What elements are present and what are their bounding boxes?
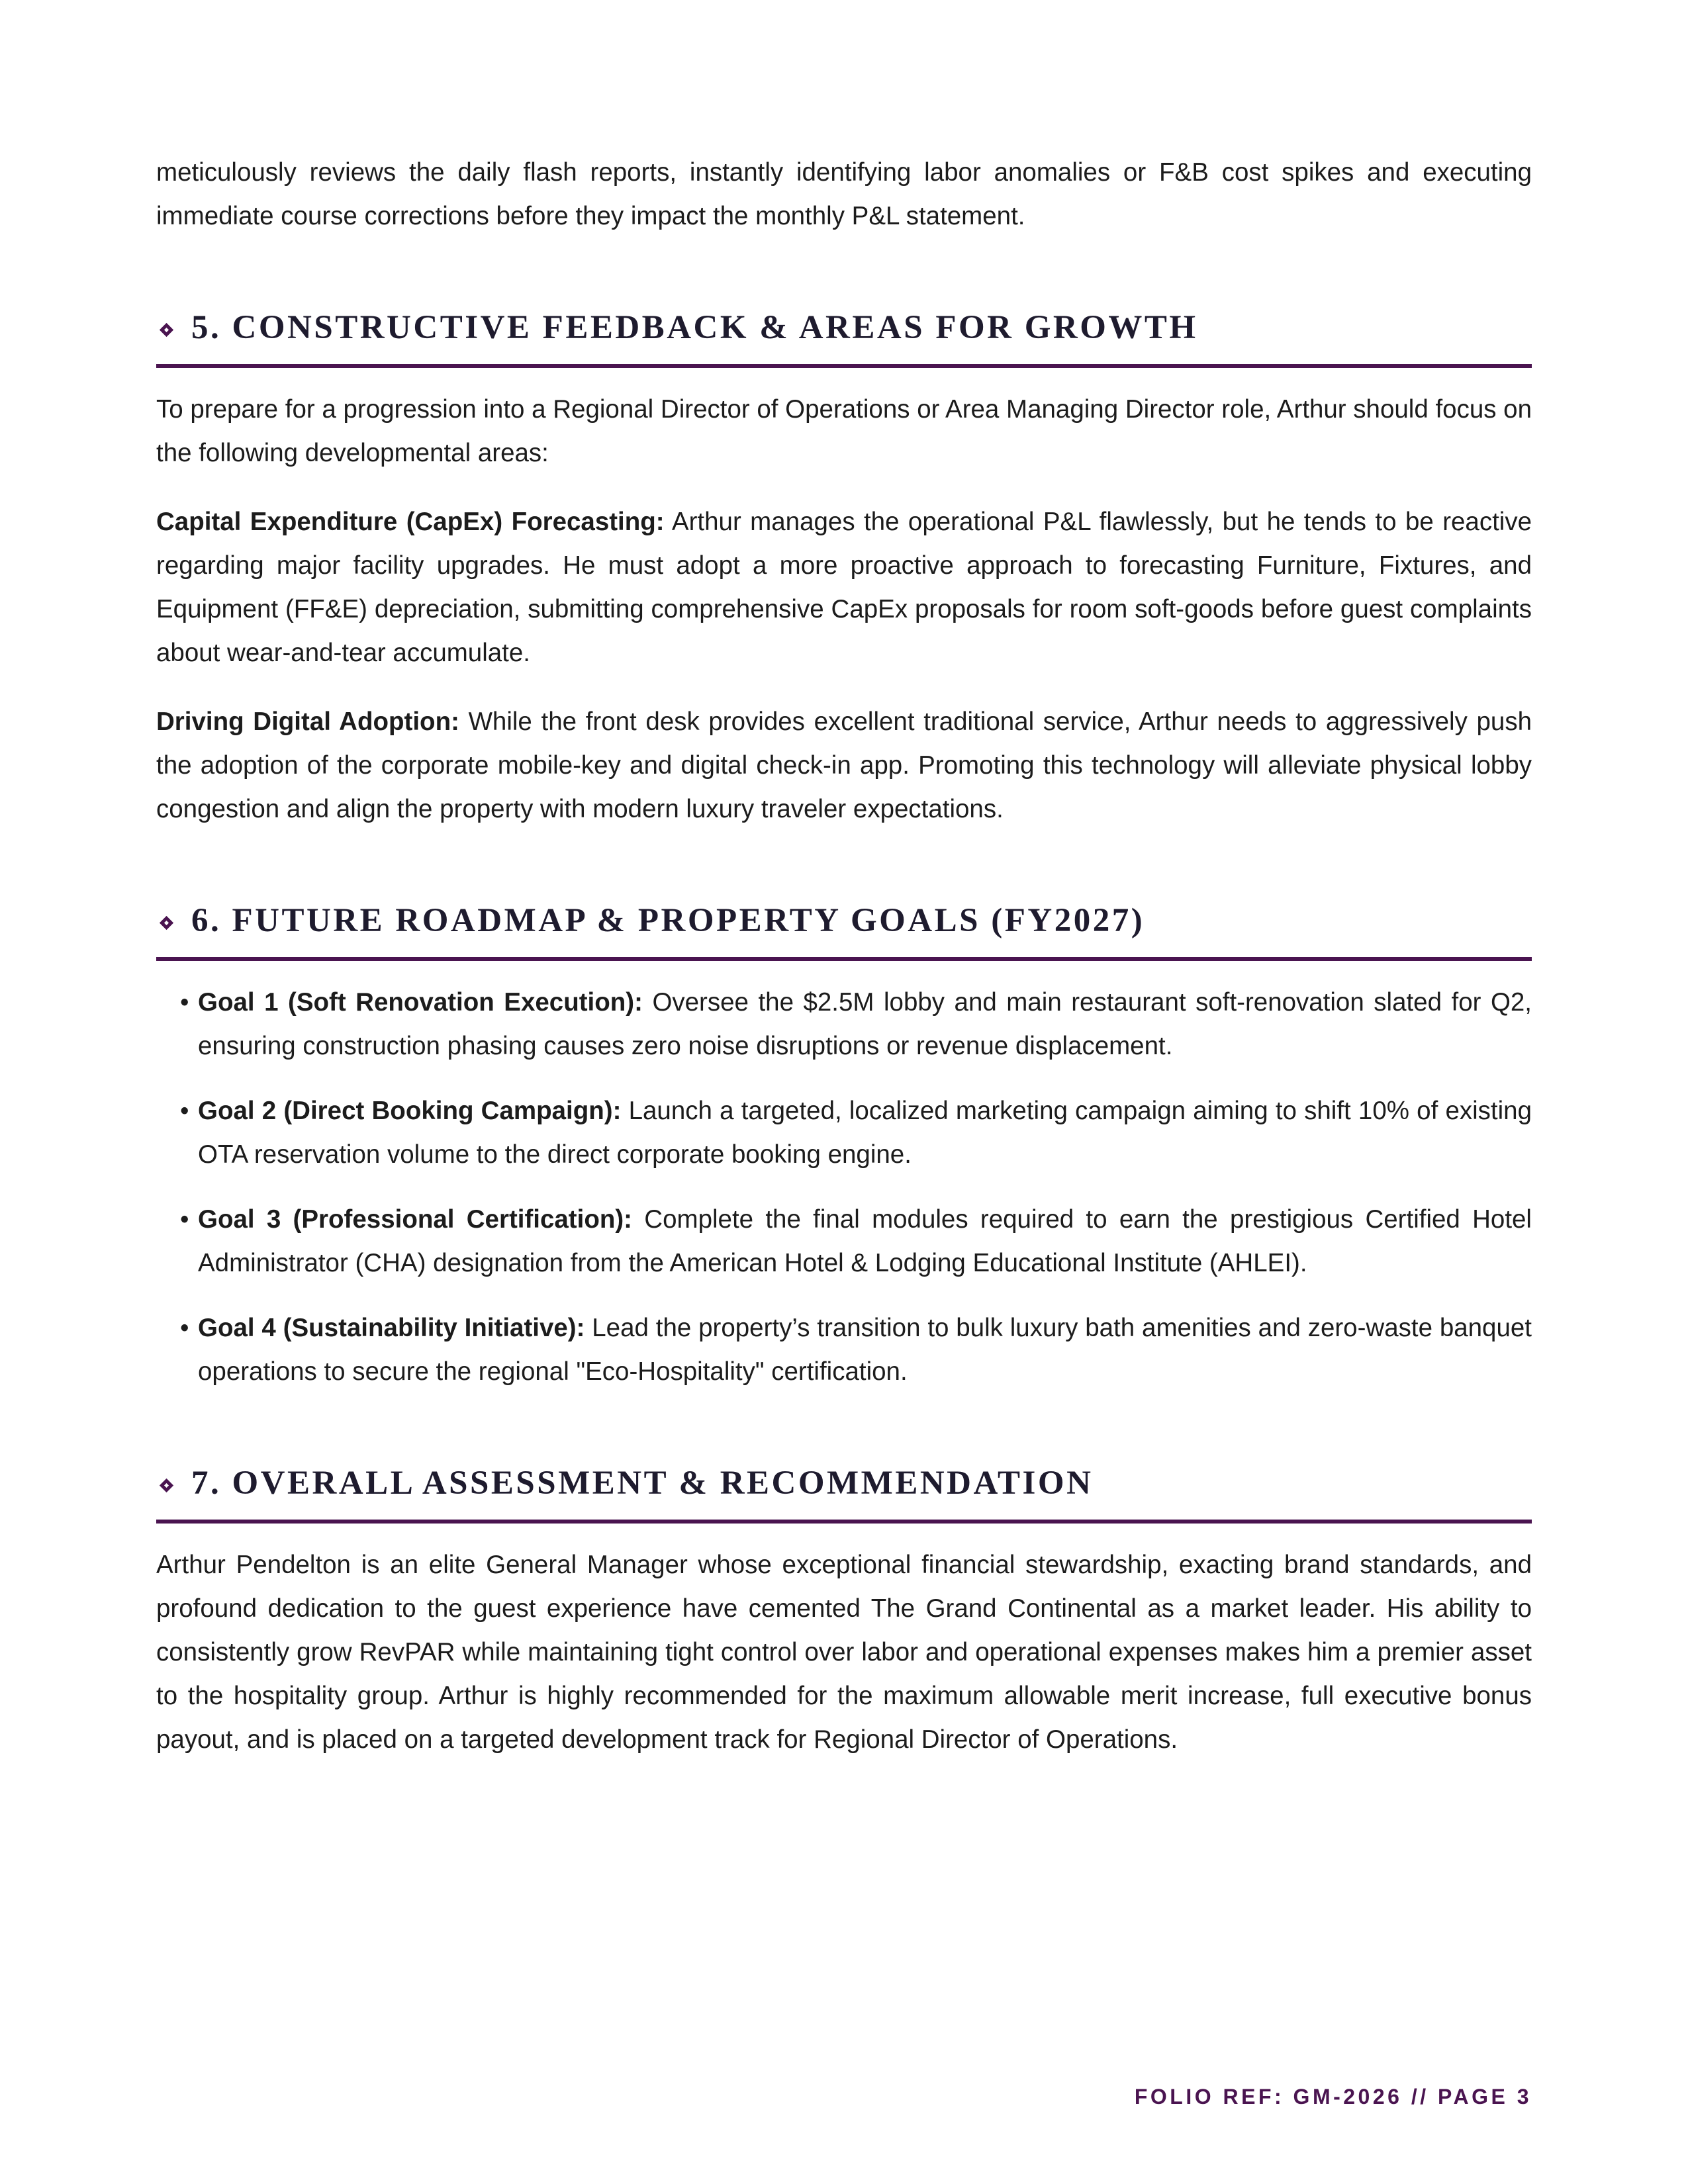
goal-label: Goal 4 (Sustainability Initiative): bbox=[198, 1314, 585, 1342]
bullet: • bbox=[180, 1097, 189, 1125]
section-6-heading bbox=[156, 899, 1532, 961]
section-5-body bbox=[156, 388, 1532, 831]
goal-text: Launch a targeted, localized marketing campaign aiming to shift 10% of existing OTA reservation volume to the direct corporate booking engine. bbox=[198, 1097, 1532, 1169]
goal-label: Goal 3 (Professional Certification): bbox=[198, 1205, 632, 1234]
section-7-heading bbox=[156, 1461, 1532, 1524]
growth-item-label: Driving Digital Adoption: bbox=[156, 707, 459, 736]
goal-text: Complete the final modules required to earn the prestigious Certified Hotel Administrator (CHA) designation from the American Hotel & Lodging Educational Institute (AHLEI). bbox=[198, 1205, 1532, 1277]
growth-item-digital bbox=[156, 700, 1532, 831]
bullet: • bbox=[180, 988, 189, 1017]
section-5-title: 5. CONSTRUCTIVE FEEDBACK & AREAS FOR GROWTH bbox=[191, 309, 1198, 346]
goal-item bbox=[156, 1089, 1532, 1177]
diamond-icon bbox=[160, 322, 173, 336]
goal-item bbox=[156, 1306, 1532, 1394]
goal-label: Goal 2 (Direct Booking Campaign): bbox=[198, 1097, 622, 1125]
intro-paragraph: meticulously reviews the daily flash reports, instantly identifying labor anomalies or F&B cost spikes and executing immediate course corrections before they impact the monthly P&L statement. bbox=[156, 158, 1532, 230]
growth-item-capex bbox=[156, 500, 1532, 675]
bullet: • bbox=[180, 1314, 189, 1342]
goal-item bbox=[156, 981, 1532, 1068]
section-6-title: 6. FUTURE ROADMAP & PROPERTY GOALS (FY2027) bbox=[191, 902, 1145, 939]
growth-item-label: Capital Expenditure (CapEx) Forecasting: bbox=[156, 508, 665, 536]
document-page bbox=[156, 151, 1532, 1762]
growth-item-text: Arthur manages the operational P&L flawlessly, but he tends to be reactive regarding major facility upgrades. He must adopt a more proactive approach to forecasting Furniture, Fixtures, and Equipment (FF&E) depreciation, submitting comprehensive CapEx proposals for room soft-goods before guest complaints about wear-and-tear accumulate. bbox=[156, 508, 1532, 667]
growth-item-text: While the front desk provides excellent traditional service, Arthur needs to aggressively push the adoption of the corporate mobile-key and digital check-in app. Promoting this technology will alleviate physical lobby congestion and align the property with modern luxury traveler expectations. bbox=[156, 707, 1532, 823]
diamond-icon bbox=[160, 915, 173, 929]
goal-text: Oversee the $2.5M lobby and main restaurant soft-renovation slated for Q2, ensuring construction phasing causes zero noise disruptions or revenue displacement. bbox=[198, 988, 1532, 1060]
goal-item bbox=[156, 1198, 1532, 1285]
diamond-icon bbox=[160, 1478, 173, 1492]
bullet: • bbox=[180, 1205, 189, 1234]
section-5-heading bbox=[156, 306, 1532, 368]
page-footer: FOLIO REF: GM-2026 // PAGE 3 bbox=[1134, 2085, 1532, 2109]
section-7-paragraph: Arthur Pendelton is an elite General Manager whose exceptional financial stewardship, exacting brand standards, and profound dedication to the guest experience have cemented The Grand Continental as a market leader. His ability to consistently grow RevPAR while maintaining tight control over labor and operational expenses makes him a premier asset to the hospitality group. Arthur is highly recommended for the maximum allowable merit increase, full executive bonus payout, and is placed on a targeted development track for Regional Director of Operations. bbox=[156, 1551, 1532, 1754]
section-5-intro: To prepare for a progression into a Regional Director of Operations or Area Managing Director role, Arthur should focus on the following developmental areas: bbox=[156, 395, 1532, 467]
section-7-title: 7. OVERALL ASSESSMENT & RECOMMENDATION bbox=[191, 1465, 1094, 1502]
goals-list bbox=[156, 981, 1532, 1394]
goal-text: Lead the property’s transition to bulk luxury bath amenities and zero-waste banquet operations to secure the regional "Eco-Hospitality" certification. bbox=[198, 1314, 1532, 1386]
goal-label: Goal 1 (Soft Renovation Execution): bbox=[198, 988, 643, 1017]
